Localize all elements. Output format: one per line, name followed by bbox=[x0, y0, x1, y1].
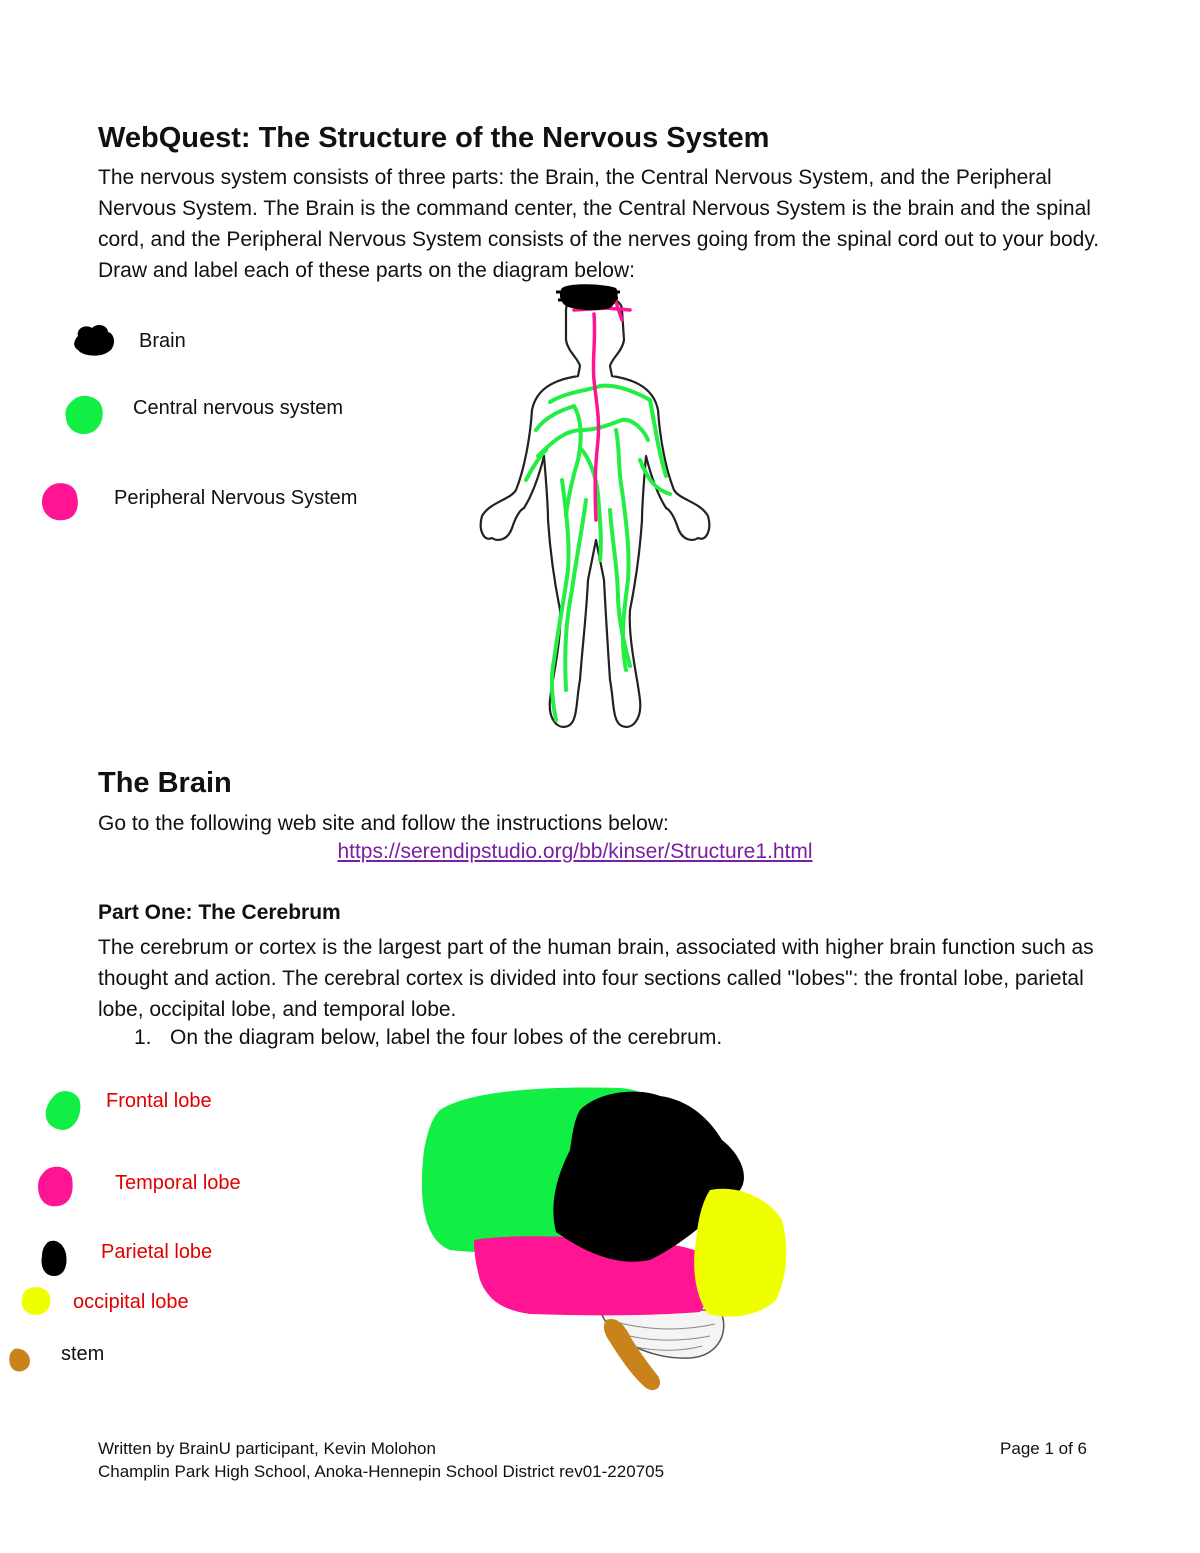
list-item bbox=[134, 1026, 722, 1050]
temporal-legend-label: Temporal lobe bbox=[115, 1172, 241, 1194]
stem-legend-label: stem bbox=[61, 1343, 105, 1365]
occipital-lobe bbox=[694, 1189, 786, 1317]
occipital-legend-label: occipital lobe bbox=[73, 1291, 189, 1313]
serendip-link[interactable]: https://serendipstudio.org/bb/kinser/Structure1.html bbox=[337, 840, 813, 863]
brain-lobes-diagram bbox=[410, 1080, 800, 1400]
brain-heading: The Brain bbox=[98, 767, 232, 799]
temporal-legend-swatch bbox=[36, 1164, 78, 1210]
footer-author: Written by BrainU participant, Kevin Molohon bbox=[98, 1439, 436, 1458]
part-one-heading: Part One: The Cerebrum bbox=[98, 901, 341, 924]
list-text: On the diagram below, label the four lobes of the cerebrum. bbox=[170, 1026, 723, 1049]
pns-legend-label: Peripheral Nervous System bbox=[114, 487, 358, 509]
list-number: 1. bbox=[134, 1026, 152, 1049]
page-title: WebQuest: The Structure of the Nervous System bbox=[98, 122, 770, 154]
stem-legend-swatch bbox=[8, 1347, 32, 1373]
body-diagram bbox=[470, 280, 730, 740]
frontal-legend-label: Frontal lobe bbox=[106, 1090, 212, 1112]
brain-legend-label: Brain bbox=[139, 330, 186, 352]
footer-school: Champlin Park High School, Anoka-Hennepin School District rev01-220705 bbox=[98, 1462, 665, 1481]
cns-legend-swatch bbox=[62, 393, 108, 437]
intro-paragraph: The nervous system consists of three parts: the Brain, the Central Nervous System, and the Peripheral Nervous System. The Brain is the command center, the Central Nervous System is the brain and the spinal cord, and the Peripheral Nervous System consists of the nerves going from the spinal cord out to your body. Draw and label each of these parts on the diagram below: bbox=[98, 166, 1100, 282]
page-number: Page 1 of 6 bbox=[1000, 1439, 1087, 1458]
cns-legend-label: Central nervous system bbox=[133, 397, 344, 419]
cerebrum-paragraph: The cerebrum or cortex is the largest part of the human brain, associated with higher brain function such as thought and action. The cerebral cortex is divided into four sections called "lobes": the frontal lobe, parietal lobe, occipital lobe, and temporal lobe. bbox=[98, 936, 1094, 1021]
pns-legend-swatch bbox=[40, 480, 82, 524]
brain-instruction: Go to the following web site and follow the instructions below: bbox=[98, 812, 669, 835]
brain-legend-swatch bbox=[72, 322, 118, 358]
frontal-legend-swatch bbox=[42, 1088, 84, 1132]
link-line bbox=[0, 840, 1150, 864]
occipital-legend-swatch bbox=[20, 1285, 54, 1317]
parietal-legend-swatch bbox=[38, 1238, 70, 1280]
parietal-legend-label: Parietal lobe bbox=[101, 1241, 213, 1263]
